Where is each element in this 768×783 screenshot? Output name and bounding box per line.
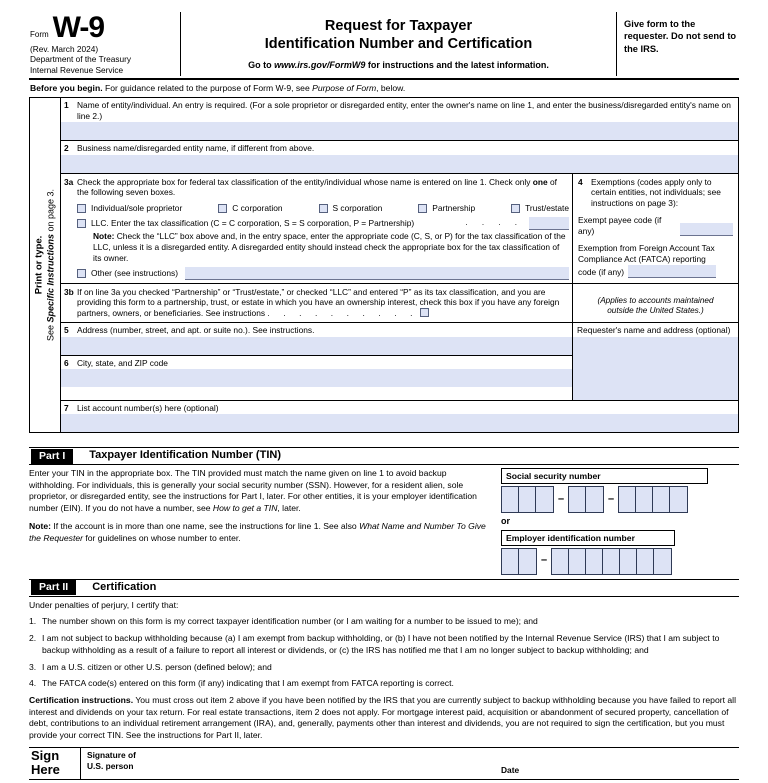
ssn-cell[interactable] [619, 487, 636, 512]
line-3b-block [61, 284, 573, 323]
requester-label: Requester's name and address (optional) [577, 325, 731, 336]
line-4-label: Exemptions (codes apply only to certain entities, not individuals; see instructions on page 3): [591, 176, 721, 209]
applies-note-line-1: (Applies to accounts maintained [597, 295, 714, 305]
certification-item-number: 2. [29, 633, 37, 644]
line-3a-text-b: of the following seven boxes. [77, 176, 557, 198]
certification-item [29, 662, 739, 674]
exempt-payee-label: Exempt payee code (if any) [578, 215, 662, 236]
line-6-row [61, 356, 572, 388]
certification-item [29, 633, 739, 656]
checkbox-c-corporation[interactable] [218, 204, 227, 213]
form-number-line [30, 11, 176, 44]
ein-cell[interactable] [519, 549, 536, 574]
certification-item-text: The number shown on this form is my correct taxpayer identification number (or I am waiting for a number to be issued to me); and [42, 616, 538, 627]
ssn-group-2[interactable] [568, 486, 604, 513]
ein-cell[interactable] [620, 549, 637, 574]
part-1-note-b: for guidelines on whose number to enter. [82, 532, 241, 543]
llc-note-bold: Note: [93, 230, 115, 241]
part-1-para-b: , later. [277, 502, 301, 513]
part-1-note [29, 521, 491, 544]
form-container [29, 12, 739, 780]
how-to-get-a-tin-ref: How to get a TIN [212, 502, 278, 513]
line-2-label-wrap [61, 141, 738, 155]
part-2-bar [29, 579, 739, 597]
exempt-payee-code-input[interactable] [680, 223, 733, 236]
line-4-number: 4 [578, 176, 583, 187]
ein-box-row [501, 548, 739, 575]
fatca-label-line-2: Compliance Act (FATCA) reporting [578, 254, 706, 265]
checkbox-foreign-partners[interactable] [420, 308, 429, 317]
before-you-begin-text-b: , below. [376, 83, 406, 94]
line-2-row [61, 141, 738, 174]
line-3a-and-4-row [61, 174, 738, 284]
label-individual-sole-proprietor: Individual/sole proprietor [91, 203, 183, 214]
ssn-cell[interactable] [536, 487, 553, 512]
line-6-number: 6 [64, 357, 69, 368]
form-lines-column [61, 98, 738, 432]
checkbox-other[interactable] [77, 269, 86, 278]
applies-note [573, 284, 738, 319]
irs-url-line [187, 60, 610, 71]
ssn-group-1[interactable] [501, 486, 554, 513]
rail-text [34, 189, 57, 341]
give-form-note: Give form to the requester. Do not send to the IRS. [624, 19, 737, 54]
line-5-label: Address (number, street, and apt. or suite no.). See instructions. [77, 325, 315, 336]
certification-item-text: I am not subject to backup withholding because (a) I am exempt from backup withholding, or (b) I have not been notified by the Internal Revenue Service (IRS) that I am subject to backup withholding as a result of a failure to report all interest or dividends, or (c) the IRS has notified me that I am no longer subject to backup withholding; and [42, 633, 720, 655]
form-title-line-1: Request for Taxpayer [324, 18, 473, 34]
ein-group-1[interactable] [501, 548, 537, 575]
requester-label-wrap [573, 323, 738, 337]
fatca-label-line-3: code (if any) [578, 267, 625, 278]
line-3a-text-a: Check the appropriate box for federal tax classification of the entity/individual whose name is entered on line 1. Check only [77, 176, 533, 187]
ssn-group-3[interactable] [618, 486, 688, 513]
line-5-label-wrap [61, 323, 572, 337]
other-classification-input[interactable] [185, 267, 569, 280]
signature-label-line-2: U.S. person [87, 760, 134, 771]
exempt-payee-row [573, 209, 738, 236]
rail-suffix: on page 3. [45, 189, 56, 235]
line-3b-text: If on line 3a you checked “Partnership” or “Trust/estate,” or checked “LLC” and entered “P” as its tax classification, and you are providing this form to a partnership, trust, or estate in which you have an ownership interest, check this box if you have any foreign partners, owners, or beneficiaries. See instructions [77, 286, 560, 319]
ein-header: Employer identification number [501, 530, 675, 546]
department-line-2: Internal Revenue Service [30, 64, 124, 75]
checkbox-s-corporation[interactable] [319, 204, 328, 213]
form-number-w9: W-9 [52, 11, 105, 44]
form-word-label: Form [30, 29, 49, 39]
checkbox-llc[interactable] [77, 219, 86, 228]
goto-suffix: for instructions and the latest information. [365, 60, 549, 71]
ein-cell[interactable] [637, 549, 654, 574]
line-6-input[interactable] [61, 369, 572, 387]
label-partnership: Partnership [432, 203, 476, 214]
part-1-bar [29, 447, 739, 465]
checkbox-individual-sole-proprietor[interactable] [77, 204, 86, 213]
line-4-block [573, 174, 738, 283]
certification-instructions-bold: Certification instructions. [29, 694, 134, 705]
certification-item-text: The FATCA code(s) entered on this form (if any) indicating that I am exempt from FATCA reporting is correct. [42, 678, 454, 689]
line-2-number: 2 [64, 143, 69, 153]
certification-intro: Under penalties of perjury, I certify that: [29, 599, 179, 610]
or-separator: or [501, 515, 510, 526]
line-3b-row [61, 284, 738, 324]
fatca-code-input[interactable] [628, 265, 716, 278]
fatca-code-row [578, 265, 733, 278]
applies-note-line-2: outside the United States.) [607, 306, 704, 316]
line-4-label-wrap [573, 174, 738, 210]
irs-url[interactable]: www.irs.gov/FormW9 [274, 60, 366, 71]
fatca-label-line-1: Exemption from Foreign Account Tax [578, 243, 715, 254]
line-3b-number: 3b [64, 286, 74, 297]
part-1-body [29, 465, 739, 574]
before-you-begin [29, 80, 739, 98]
purpose-of-form-ref: Purpose of Form [312, 83, 377, 94]
line-5-number: 5 [64, 325, 69, 336]
ein-cell[interactable] [569, 549, 586, 574]
ein-cell[interactable] [502, 549, 519, 574]
what-name-ref: What Name and Number To Give the Requester [29, 521, 486, 543]
llc-note [61, 230, 572, 265]
line-3a-label-wrap [61, 174, 572, 201]
label-c-corporation: C corporation [232, 203, 283, 214]
checkbox-trust-estate[interactable] [511, 204, 520, 213]
ein-cell[interactable] [603, 549, 620, 574]
address-left-column [61, 323, 573, 400]
before-you-begin-text-a: For guidance related to the purpose of Form W-9, see [102, 83, 313, 94]
llc-row [61, 216, 572, 230]
rail-prefix: See [45, 322, 56, 342]
signature-label-line-1: Signature of [87, 749, 136, 760]
line-5-row [61, 323, 572, 356]
form-body [29, 98, 739, 433]
signature-field[interactable] [81, 748, 739, 779]
ssn-cell[interactable] [569, 487, 586, 512]
line-6-label: City, state, and ZIP code [77, 357, 168, 368]
rail-italic: Specific Instructions [45, 234, 56, 323]
line-5-input[interactable] [61, 337, 572, 355]
part-1-note-a: If the account is in more than one name, see the instructions for line 1. See also [50, 521, 360, 532]
other-row [61, 265, 572, 283]
checkbox-partnership[interactable] [418, 204, 427, 213]
ein-cell[interactable] [654, 549, 671, 574]
before-you-begin-bold: Before you begin. [30, 83, 103, 94]
line-7-number: 7 [64, 402, 69, 413]
sign-here-label [29, 748, 81, 779]
form-header [29, 12, 739, 80]
ssn-dash-1: – [557, 492, 565, 505]
certification-instructions-text: You must cross out item 2 above if you have been notified by the IRS that you are currently subject to backup withholding because you have failed to report all interest and dividends on your tax return. For real estate transactions, item 2 does not apply. For mortgage interest paid, acquisition or abandonment of secured property, cancellation of debt, contributions to an individual retirement arrangement (IRA), and, generally, payments other than interest and dividends, you are not required to sign the certification, but you must provide your correct TIN. See the instructions for Part II, later. [29, 694, 736, 740]
sign-here-line-2: Here [31, 762, 60, 778]
ssn-cell[interactable] [586, 487, 603, 512]
header-title-block [181, 12, 617, 76]
line-7-input[interactable] [61, 414, 738, 432]
part-1-text-column [29, 468, 501, 574]
ssn-dash-2: – [607, 492, 615, 505]
header-identity-block [29, 12, 181, 76]
date-label: Date [501, 764, 520, 775]
tax-classification-checkbox-row [61, 200, 572, 215]
line-7-label-wrap [61, 401, 738, 415]
address-section [61, 323, 738, 400]
fatca-block [573, 236, 738, 278]
ssn-cell[interactable] [519, 487, 536, 512]
ein-cell[interactable] [586, 549, 603, 574]
part-2-body [29, 597, 739, 742]
applies-note-block [573, 284, 738, 323]
llc-note-text: Check the “LLC” box above and, in the entry space, enter the appropriate code (C, S, or P) for the tax classification of the LLC, unless it is a disregarded entity. A disregarded entity should instead check the appropriate box for the tax classification of its owner. [93, 230, 566, 263]
department-line-1: Department of the Treasury [30, 53, 131, 64]
line-1-input[interactable] [61, 122, 738, 140]
line-3a-bold-one: one [532, 176, 548, 187]
line-3a-number: 3a [64, 176, 74, 187]
line-2-input[interactable] [61, 155, 738, 173]
line-1-label-wrap [61, 98, 738, 122]
label-llc: LLC. Enter the tax classification (C = C corporation, S = S corporation, P = Partnership) [91, 218, 415, 229]
line-3b-leader-dots: . . . . . . . . . . [267, 308, 419, 319]
ssn-cell[interactable] [653, 487, 670, 512]
ein-cell[interactable] [552, 549, 569, 574]
line-3a-label [77, 177, 569, 199]
certification-item-number: 3. [29, 661, 37, 672]
part-1-paragraph-1 [29, 468, 491, 514]
label-other: Other (see instructions) [91, 267, 179, 278]
part-1-title: Taxpayer Identification Number (TIN) [89, 449, 281, 462]
line-2-label: Business name/disregarded entity name, if different from above. [77, 143, 315, 153]
ein-group-2[interactable] [551, 548, 672, 575]
part-2-title: Certification [92, 580, 157, 593]
requester-input[interactable] [573, 337, 738, 400]
goto-prefix: Go to [248, 60, 275, 71]
sign-here-line-1: Sign [31, 747, 60, 763]
line-7-label: List account number(s) here (optional) [77, 402, 219, 413]
certification-item-text: I am a U.S. citizen or other U.S. person (defined below); and [42, 661, 272, 672]
rail-print-or-type: Print or type. [33, 235, 45, 295]
part-1-badge: Part I [31, 449, 73, 464]
sign-here-section [29, 747, 739, 780]
form-title-line-2: Identification Number and Certification [264, 35, 533, 52]
ein-dash: – [540, 554, 548, 567]
ssn-header: Social security number [501, 468, 708, 484]
line-3a-block [61, 174, 573, 283]
part-2-badge: Part II [31, 580, 76, 595]
ssn-cell[interactable] [636, 487, 653, 512]
certification-instructions [29, 695, 739, 742]
line-6-label-wrap [61, 356, 572, 370]
part-1-note-bold: Note: [29, 521, 51, 532]
ssn-box-row [501, 486, 739, 513]
line-7-row [61, 400, 738, 433]
line-3b-label [77, 287, 569, 320]
llc-tax-classification-input[interactable] [529, 217, 569, 230]
print-or-type-rail [30, 98, 61, 432]
tin-boxes-column [501, 468, 739, 574]
label-s-corporation: S corporation [332, 203, 383, 214]
rail-specific-instructions [45, 189, 56, 341]
line-1-row [61, 98, 738, 141]
ssn-cell[interactable] [670, 487, 687, 512]
certification-item [29, 616, 739, 628]
certification-item-number: 1. [29, 616, 37, 627]
line-1-number: 1 [64, 100, 69, 110]
part-1-para-a: Enter your TIN in the appropriate box. The TIN provided must match the name given on line 1 to avoid backup withholding. For individuals, this is generally your social security number (SSN). However, for a resident alien, sole proprietor, or disregarded entity, see the instructions for Part I, later. For other entities, it is your employer identification number (EIN). If you do not have a number, see [29, 468, 477, 513]
certification-item [29, 678, 739, 690]
llc-leader-dots: . . . . [465, 218, 523, 228]
requester-block [573, 323, 738, 400]
line-1-label: Name of entity/individual. An entry is required. (For a sole proprietor or disregarded entity, enter the owner's name on line 1, and enter the business/disregarded entity's name on line 2.) [77, 100, 731, 121]
ssn-cell[interactable] [502, 487, 519, 512]
form-revision-date: (Rev. March 2024) [30, 43, 99, 54]
certification-item-number: 4. [29, 678, 37, 689]
label-trust-estate: Trust/estate [525, 203, 570, 214]
